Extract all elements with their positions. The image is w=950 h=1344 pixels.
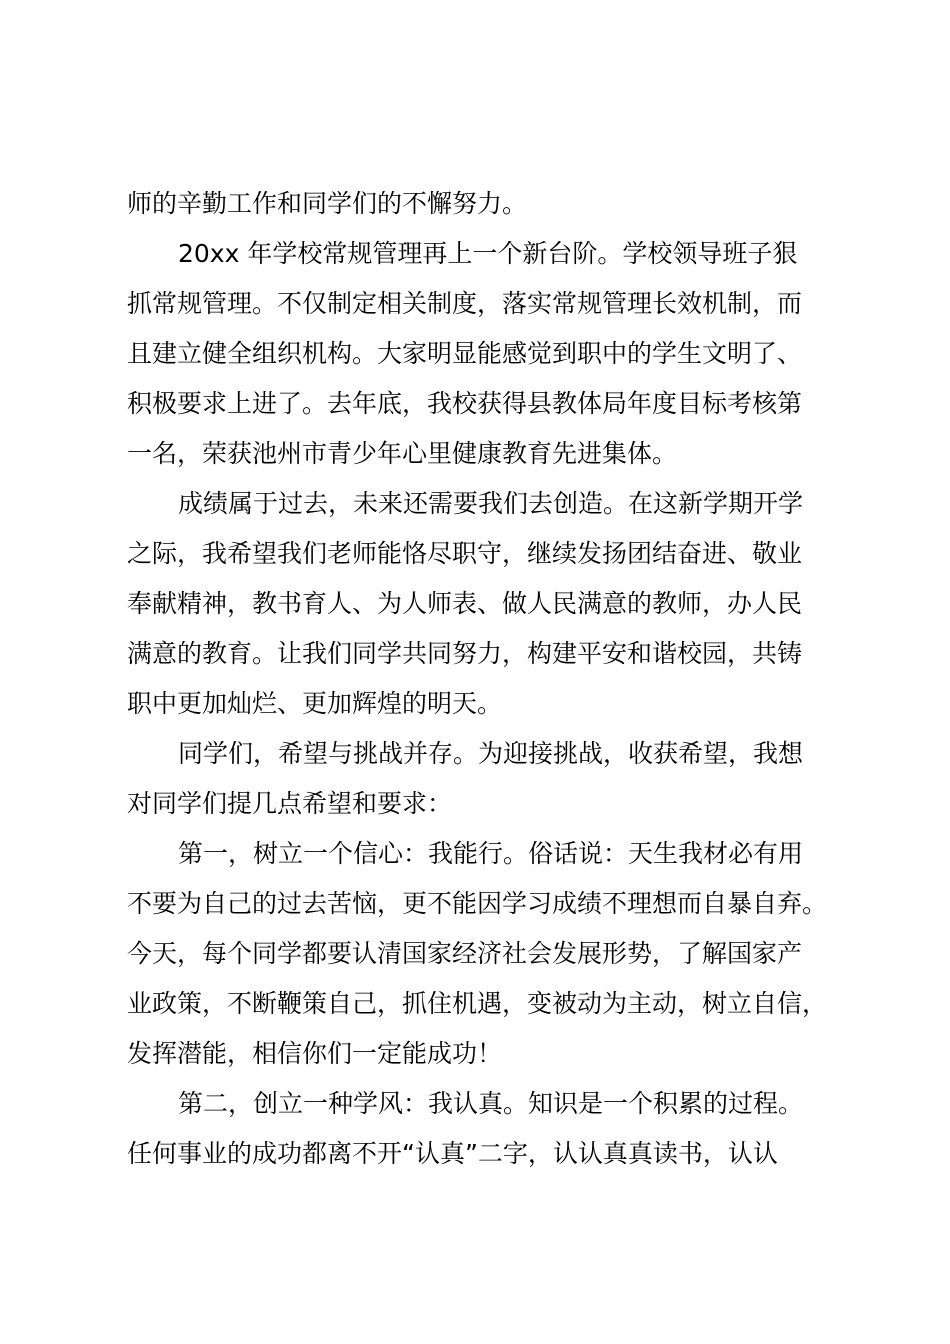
text-line: 任何事业的成功都离不开“认真”二字，认认真真读书，认认 — [127, 1139, 778, 1168]
text-line: 不要为自己的过去苦恼，更不能因学习成绩不理想而自暴自弃。 — [127, 889, 828, 918]
text-line: 一名，荣获池州市青少年心里健康教育先进集体。 — [127, 439, 678, 468]
text-line: 之际，我希望我们老师能恪尽职守，继续发扬团结奋进、敬业 — [127, 539, 803, 568]
text-line: 师的辛勤工作和同学们的不懈努力。 — [127, 189, 528, 218]
text-line: 业政策，不断鞭策自己，抓住机遇，变被动为主动，树立自信， — [127, 989, 828, 1018]
text-line: 对同学们提几点希望和要求： — [127, 789, 453, 818]
text-line: 发挥潜能，相信你们一定能成功！ — [127, 1039, 503, 1068]
text-line: 积极要求上进了。去年底，我校获得县教体局年度目标考核第 — [127, 389, 803, 418]
text-line: 奉献精神，教书育人、为人师表、做人民满意的教师，办人民 — [127, 589, 803, 618]
paragraph-first-line: 成绩属于过去，未来还需要我们去创造。在这新学期开学 — [178, 489, 804, 518]
paragraph-first-line: 同学们，希望与挑战并存。为迎接挑战，收获希望，我想 — [178, 739, 804, 768]
text-line: 职中更加灿烂、更加辉煌的明天。 — [127, 689, 503, 718]
paragraph-first-line: 20xx 年学校常规管理再上一个新台阶。学校领导班子狠 — [178, 239, 798, 268]
text-line: 抓常规管理。不仅制定相关制度，落实常规管理长效机制，而 — [127, 289, 803, 318]
text-line: 今天，每个同学都要认清国家经济社会发展形势，了解国家产 — [127, 939, 803, 968]
paragraph-first-line: 第一，树立一个信心：我能行。俗话说：天生我材必有用 — [178, 839, 804, 868]
paragraph-first-line: 第二，创立一种学风：我认真。知识是一个积累的过程。 — [178, 1089, 804, 1118]
text-line: 满意的教育。让我们同学共同努力，构建平安和谐校园，共铸 — [127, 639, 803, 668]
text-line: 且建立健全组织机构。大家明显能感觉到职中的学生文明了、 — [127, 339, 803, 368]
